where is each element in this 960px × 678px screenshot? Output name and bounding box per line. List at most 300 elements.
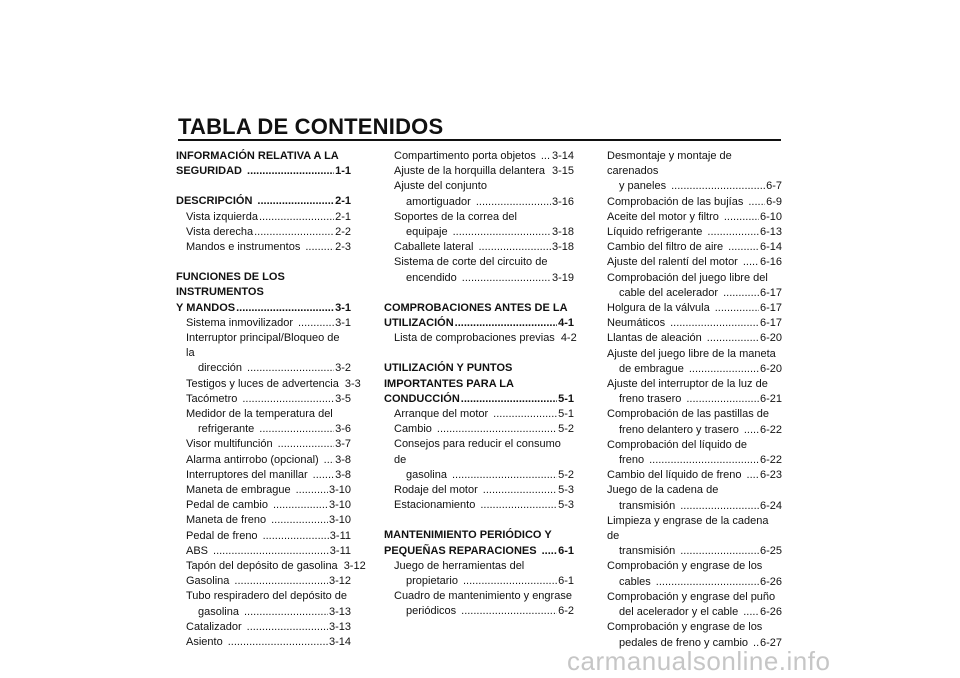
toc-page-number: 6-14 <box>759 241 782 254</box>
toc-section-heading[interactable] <box>384 544 574 559</box>
toc-section-heading <box>384 528 574 543</box>
toc-page-number: 2-1 <box>335 195 351 208</box>
toc-page-number: 5-2 <box>558 423 574 436</box>
toc-page-number: 3-1 <box>335 301 351 314</box>
toc-entry <box>384 437 574 467</box>
toc-entry-text: Alarma antirrobo (opcional) <box>186 453 319 466</box>
toc-page-number: 6-26 <box>759 606 782 619</box>
toc-section-heading <box>176 270 351 300</box>
toc-entry-text: FUNCIONES DE LOS INSTRUMENTOS <box>176 271 285 299</box>
toc-section-heading[interactable] <box>384 316 574 331</box>
toc-entry[interactable] <box>384 407 574 422</box>
toc-entry-text: INFORMACIÓN RELATIVA A LA <box>176 150 339 162</box>
toc-page-number: 6-17 <box>759 286 782 299</box>
toc-entry[interactable] <box>384 164 574 179</box>
toc-entry[interactable] <box>176 468 351 483</box>
toc-entry-text: Neumáticos <box>607 317 666 330</box>
toc-entry-text: Mandos e instrumentos <box>186 241 301 254</box>
toc-entry[interactable] <box>597 195 782 210</box>
toc-page-number: 2-1 <box>335 210 351 223</box>
toc-entry-text: Y MANDOS <box>176 301 236 314</box>
toc-entry-text: Ajuste del juego libre de la maneta <box>607 347 776 360</box>
toc-section-heading[interactable] <box>384 392 574 407</box>
toc-entry[interactable] <box>176 529 351 544</box>
toc-leader-dots <box>259 210 334 225</box>
toc-page-number: 6-27 <box>759 636 782 649</box>
toc-entry-text: COMPROBACIONES ANTES DE LA <box>384 301 568 314</box>
toc-entry-text: de embrague <box>619 362 684 375</box>
toc-leader-dots <box>271 513 328 528</box>
toc-entry-text: Ajuste del interruptor de la luz de <box>607 378 768 391</box>
toc-page-number: 6-23 <box>759 469 782 482</box>
toc-entry-text: Sistema de corte del circuito de <box>394 256 548 269</box>
toc-gap <box>384 513 574 528</box>
toc-page-number: 3-18 <box>551 226 574 239</box>
toc-entry[interactable] <box>176 316 351 331</box>
toc-entry[interactable] <box>597 468 782 483</box>
toc-entry[interactable] <box>384 574 574 589</box>
toc-leader-dots <box>247 361 334 376</box>
toc-entry <box>176 331 351 361</box>
toc-page-number: 3-11 <box>329 529 351 542</box>
toc-leader-dots <box>234 574 328 589</box>
toc-entry[interactable] <box>597 423 782 438</box>
toc-page-number: 5-3 <box>558 484 574 497</box>
toc-entry-text: freno <box>619 454 645 467</box>
toc-leader-dots <box>724 210 759 225</box>
toc-entry-text: CONDUCCIÓN <box>384 392 460 405</box>
toc-page-number: 3-12 <box>343 560 366 573</box>
toc-entry[interactable] <box>384 271 574 286</box>
toc-leader-dots <box>278 437 334 452</box>
toc-entry-text: Cuadro de mantenimiento y engrase <box>394 590 572 603</box>
toc-entry-text: Cambio <box>394 423 432 436</box>
toc-section-heading[interactable] <box>176 301 351 316</box>
toc-entry-text: UTILIZACIÓN Y PUNTOS <box>384 362 513 375</box>
toc-entry-text: PEQUEÑAS REPARACIONES <box>384 544 537 557</box>
toc-leader-dots <box>236 301 334 316</box>
toc-entry-text: Interruptor principal/Bloqueo de la <box>186 332 340 360</box>
toc-entry-text: Comprobación del líquido de <box>607 438 748 451</box>
toc-leader-dots <box>247 620 328 635</box>
toc-page-number: 3-19 <box>551 271 574 284</box>
toc-leader-dots <box>461 604 557 619</box>
toc-entry-text: Comprobación y engrase de los <box>607 621 763 634</box>
toc-page-number: 3-8 <box>335 453 351 466</box>
toc-entry-text: Cambio del filtro de aire <box>607 241 724 254</box>
toc-leader-dots <box>463 574 557 589</box>
toc-entry <box>597 559 782 574</box>
toc-leader-dots <box>273 498 328 513</box>
toc-entry-text: Llantas de aleación <box>607 332 702 345</box>
toc-page-number: 3-2 <box>335 362 351 375</box>
toc-entry <box>597 514 782 544</box>
toc-section-heading <box>384 361 574 376</box>
toc-page-number: 4-1 <box>558 317 574 330</box>
toc-page-number: 3-1 <box>335 316 351 329</box>
toc-entry[interactable] <box>597 255 782 270</box>
toc-entry <box>384 210 574 225</box>
toc-column-1 <box>176 149 366 650</box>
toc-entry[interactable] <box>597 362 782 377</box>
toc-entry[interactable] <box>176 437 351 452</box>
toc-page-number: 3-12 <box>328 575 351 588</box>
toc-leader-dots <box>743 255 759 270</box>
toc-leader-dots <box>680 499 759 514</box>
toc-entry-text: Holgura de la válvula <box>607 302 710 315</box>
toc-entry <box>384 589 574 604</box>
toc-gap <box>384 286 574 301</box>
toc-entry-text: transmisión <box>619 499 676 512</box>
toc-entry[interactable] <box>176 498 351 513</box>
toc-entry-text: Arranque del motor <box>394 408 489 421</box>
toc-page-number: 3-18 <box>551 241 574 254</box>
toc-page-number: 3-14 <box>328 636 351 649</box>
toc-leader-dots <box>723 286 759 301</box>
toc-entry <box>176 589 351 604</box>
toc-entry[interactable] <box>176 544 351 559</box>
toc-leader-dots <box>462 271 551 286</box>
toc-page-number: 3-5 <box>335 392 351 405</box>
toc-leader-dots <box>707 331 759 346</box>
toc-entry-text: Visor multifunción <box>186 438 273 451</box>
toc-entry[interactable] <box>597 544 782 559</box>
toc-entry-text: Aceite del motor y filtro <box>607 210 719 223</box>
toc-page-number: 6-17 <box>759 302 782 315</box>
toc-entry[interactable] <box>384 422 574 437</box>
toc-page-number: 6-17 <box>759 317 782 330</box>
toc-column-2 <box>384 149 577 620</box>
toc-leader-dots <box>656 575 759 590</box>
toc-entry-text: Desmontaje y montaje de carenados <box>607 150 732 178</box>
toc-page-number: 2-2 <box>335 225 351 238</box>
toc-entry[interactable] <box>597 240 782 255</box>
toc-leader-dots <box>550 164 551 179</box>
toc-entry-text: Comprobación y engrase de los <box>607 560 763 573</box>
toc-entry-text: Medidor de la temperatura del <box>186 408 333 421</box>
toc-leader-dots <box>247 164 334 179</box>
toc-entry-text: SEGURIDAD <box>176 165 243 178</box>
toc-entry-text: MANTENIMIENTO PERIÓDICO Y <box>384 529 552 542</box>
toc-page-number: 3-7 <box>335 438 351 451</box>
toc-entry-text: freno delantero y trasero <box>619 423 739 436</box>
toc-entry[interactable] <box>597 575 782 590</box>
toc-entry[interactable] <box>384 225 574 240</box>
toc-page-number: 6-10 <box>759 210 782 223</box>
toc-entry[interactable] <box>176 513 351 528</box>
toc-entry-text: Juego de herramientas del <box>394 559 525 572</box>
toc-leader-dots <box>483 483 557 498</box>
toc-entry-text: Soportes de la correa del <box>394 210 517 223</box>
toc-entry-text: Ajuste del ralentí del motor <box>607 256 738 269</box>
toc-entry-text: Vista izquierda <box>186 210 258 223</box>
toc-leader-dots <box>461 392 557 407</box>
watermark: carmanualsonline.info <box>567 646 831 676</box>
toc-page-number: 4-2 <box>560 332 577 345</box>
toc-entry[interactable] <box>597 605 782 620</box>
toc-entry <box>384 255 574 270</box>
toc-entry-text: periódicos <box>406 605 457 618</box>
toc-leader-dots <box>480 498 557 513</box>
toc-leader-dots <box>649 453 759 468</box>
toc-gap <box>384 346 574 361</box>
toc-entry-text: Catalizador <box>186 620 242 633</box>
toc-entry-text: encendido <box>406 271 457 284</box>
toc-entry <box>597 271 782 286</box>
toc-entry[interactable] <box>176 453 351 468</box>
toc-entry-text: propietario <box>406 575 458 588</box>
toc-leader-dots <box>671 179 765 194</box>
toc-page-number: 3-13 <box>328 605 351 618</box>
toc-page-number: 6-22 <box>759 423 782 436</box>
toc-section-heading[interactable] <box>176 194 351 209</box>
toc-entry[interactable] <box>597 316 782 331</box>
toc-entry-text: Interruptores del manillar <box>186 468 308 481</box>
toc-leader-dots <box>296 483 328 498</box>
toc-page-number: 3-3 <box>344 377 361 390</box>
toc-entry <box>597 438 782 453</box>
toc-entry-text: Pedal de freno <box>186 529 258 542</box>
toc-entry[interactable] <box>597 286 782 301</box>
toc-page-number: 3-10 <box>328 514 351 527</box>
toc-entry[interactable] <box>597 499 782 514</box>
toc-page-number: 3-10 <box>328 484 351 497</box>
toc-entry <box>597 620 782 635</box>
toc-leader-dots <box>541 149 551 164</box>
toc-entry-text: Sistema inmovilizador <box>186 316 293 329</box>
toc-entry-text: Comprobación y engrase del puño <box>607 590 776 603</box>
toc-entry[interactable] <box>384 498 574 513</box>
toc-entry[interactable] <box>176 240 351 255</box>
toc-leader-dots <box>213 544 329 559</box>
toc-leader-dots <box>744 423 759 438</box>
toc-page-number: 5-1 <box>558 392 574 405</box>
toc-entry-text: Líquido refrigerante <box>607 226 703 239</box>
toc-entry[interactable] <box>176 574 351 589</box>
toc-entry-text: Gasolina <box>186 575 230 588</box>
toc-entry <box>597 407 782 422</box>
toc-leader-dots <box>542 544 557 559</box>
toc-entry-text: Tubo respiradero del depósito de <box>186 590 348 603</box>
toc-leader-dots <box>244 605 328 620</box>
toc-leader-dots <box>715 301 759 316</box>
toc-leader-dots <box>680 544 759 559</box>
toc-entry-text: Comprobación de las pastillas de <box>607 408 770 421</box>
toc-page-number: 6-7 <box>766 180 782 193</box>
toc-leader-dots <box>728 240 759 255</box>
toc-section-heading[interactable] <box>176 164 351 179</box>
toc-page-number: 6-25 <box>759 545 782 558</box>
toc-page-number: 3-11 <box>329 544 351 557</box>
toc-leader-dots <box>259 422 334 437</box>
title-rule <box>178 139 781 141</box>
toc-entry[interactable] <box>176 361 351 376</box>
toc-entry-text: Limpieza y engrase de la cadena de <box>607 514 769 543</box>
toc-entry[interactable] <box>384 149 574 164</box>
toc-page-number: 6-20 <box>759 332 782 345</box>
toc-leader-dots <box>455 316 557 331</box>
toc-entry-text: Vista derecha <box>186 225 254 238</box>
toc-page-number: 5-1 <box>558 408 574 421</box>
toc-entry[interactable] <box>176 605 351 620</box>
toc-page-number: 6-16 <box>759 256 782 269</box>
toc-entry[interactable] <box>384 483 574 498</box>
toc-entry[interactable] <box>597 210 782 225</box>
toc-entry-text: Testigos y luces de advertencia <box>186 377 339 390</box>
toc-leader-dots <box>476 195 551 210</box>
toc-column-3 <box>597 149 782 651</box>
toc-page-number: 6-2 <box>558 605 574 618</box>
toc-page-number: 5-3 <box>558 499 574 512</box>
toc-gap <box>176 255 351 270</box>
toc-entry <box>597 377 782 392</box>
toc-entry[interactable] <box>384 604 574 619</box>
toc-entry[interactable] <box>597 392 782 407</box>
toc-entry-text: equipaje <box>406 226 448 239</box>
toc-page-number: 6-13 <box>759 226 782 239</box>
toc-entry-text: Tacómetro <box>186 392 238 405</box>
toc-entry-text: amortiguador <box>406 195 471 208</box>
toc-leader-dots <box>298 316 334 331</box>
toc-entry-text: gasolina <box>198 605 239 618</box>
toc-entry <box>176 407 351 422</box>
toc-page-number: 3-6 <box>335 423 351 436</box>
toc-entry[interactable] <box>597 331 782 346</box>
toc-entry-text: Ajuste del conjunto <box>394 180 487 193</box>
toc-entry-text: freno trasero <box>619 393 682 406</box>
toc-page-number: 6-1 <box>558 544 574 557</box>
toc-leader-dots <box>747 468 759 483</box>
toc-entry-text: Compartimento porta objetos <box>394 150 536 162</box>
toc-entry[interactable] <box>176 635 351 650</box>
toc-entry[interactable] <box>176 559 366 574</box>
toc-entry[interactable] <box>176 422 351 437</box>
toc-leader-dots <box>313 468 334 483</box>
toc-entry[interactable] <box>176 210 351 225</box>
toc-entry-text: Estacionamiento <box>394 499 476 512</box>
toc-gap <box>176 179 351 194</box>
toc-entry[interactable] <box>176 392 351 407</box>
toc-entry-text: Rodaje del motor <box>394 484 478 497</box>
toc-entry-text: Caballete lateral <box>394 241 474 254</box>
toc-leader-dots <box>479 240 551 255</box>
toc-entry-text: gasolina <box>406 468 447 481</box>
toc-page-number: 6-22 <box>759 454 782 467</box>
toc-leader-dots <box>707 225 759 240</box>
toc-entry-text: Lista de comprobaciones previas <box>394 332 555 345</box>
toc-entry-text: IMPORTANTES PARA LA <box>384 377 514 390</box>
toc-entry-text: Ajuste de la horquilla delantera <box>394 165 546 178</box>
toc-leader-dots <box>324 453 334 468</box>
toc-entry-text: refrigerante <box>198 423 255 436</box>
toc-entry-text: Cambio del líquido de freno <box>607 469 742 482</box>
toc-section-heading <box>176 149 351 164</box>
toc-entry-text: Maneta de embrague <box>186 484 291 497</box>
toc-page-number: 6-21 <box>759 393 782 406</box>
toc-entry[interactable] <box>597 453 782 468</box>
toc-page-number: 3-14 <box>551 150 574 162</box>
toc-page-number: 6-1 <box>558 575 574 588</box>
toc-page-number: 3-13 <box>328 620 351 633</box>
toc-leader-dots <box>689 362 759 377</box>
toc-entry[interactable] <box>384 240 574 255</box>
toc-entry-text: Asiento <box>186 636 223 649</box>
toc-entry-text: Comprobación de las bujías <box>607 195 744 208</box>
toc-entry-text: ABS <box>186 544 209 557</box>
toc-page-number: 3-15 <box>551 165 574 178</box>
toc-leader-dots <box>228 635 328 650</box>
toc-leader-dots <box>453 225 551 240</box>
toc-entry <box>597 483 782 498</box>
toc-entry-text: Comprobación del juego libre del <box>607 271 768 284</box>
toc-section-heading <box>384 301 574 316</box>
toc-leader-dots <box>452 468 557 483</box>
toc-entry-text: pedales de freno y cambio <box>619 636 749 649</box>
toc-entry-text: dirección <box>198 362 243 375</box>
toc-entry[interactable] <box>176 225 351 240</box>
toc-entry[interactable] <box>384 331 577 346</box>
toc-entry-text: y paneles <box>619 180 667 193</box>
toc-leader-dots <box>748 195 765 210</box>
toc-leader-dots <box>493 407 557 422</box>
toc-entry-text: cable del acelerador <box>619 286 719 299</box>
toc-entry <box>597 347 782 362</box>
toc-entry[interactable] <box>176 483 351 498</box>
toc-page-number: 6-20 <box>759 362 782 375</box>
toc-page-number: 6-24 <box>759 499 782 512</box>
toc-page-number: 3-10 <box>328 499 351 512</box>
toc-entry[interactable] <box>176 620 351 635</box>
toc-entry-text: UTILIZACIÓN <box>384 317 454 330</box>
toc-page-number: 6-26 <box>759 575 782 588</box>
toc-entry-text: Pedal de cambio <box>186 499 268 512</box>
toc-page-number: 5-2 <box>558 468 574 481</box>
toc-entry-text: DESCRIPCIÓN <box>176 195 253 208</box>
toc-page-number: 3-8 <box>335 468 351 481</box>
toc-entry-text: Consejos para reducir el consumo de <box>394 438 561 466</box>
toc-entry[interactable] <box>597 179 782 194</box>
toc-leader-dots <box>305 240 334 255</box>
toc-leader-dots <box>743 605 759 620</box>
toc-page-number: 2-3 <box>335 241 351 254</box>
toc-entry-text: del acelerador y el cable <box>619 606 739 619</box>
toc-entry <box>597 590 782 605</box>
toc-page-number: 3-16 <box>551 195 574 208</box>
toc-leader-dots <box>686 392 759 407</box>
toc-leader-dots <box>263 529 329 544</box>
toc-leader-dots <box>437 422 557 437</box>
page-title: TABLA DE CONTENIDOS <box>178 114 444 139</box>
toc-page-number: 1-1 <box>335 165 351 178</box>
toc-entry[interactable] <box>597 301 782 316</box>
toc-leader-dots <box>670 316 759 331</box>
toc-entry <box>384 179 574 194</box>
toc-leader-dots <box>257 194 334 209</box>
toc-leader-dots <box>242 392 334 407</box>
toc-entry-text: transmisión <box>619 545 676 558</box>
toc-entry-text: cables <box>619 575 651 588</box>
toc-entry[interactable] <box>384 468 574 483</box>
toc-entry-text: Juego de la cadena de <box>607 484 719 497</box>
toc-page-number: 6-9 <box>766 195 782 208</box>
toc-entry <box>597 149 782 179</box>
toc-leader-dots <box>254 225 334 240</box>
toc-entry[interactable] <box>176 377 361 392</box>
toc-section-heading <box>384 377 574 392</box>
toc-entry[interactable] <box>384 195 574 210</box>
toc-entry[interactable] <box>597 225 782 240</box>
toc-entry <box>384 559 574 574</box>
